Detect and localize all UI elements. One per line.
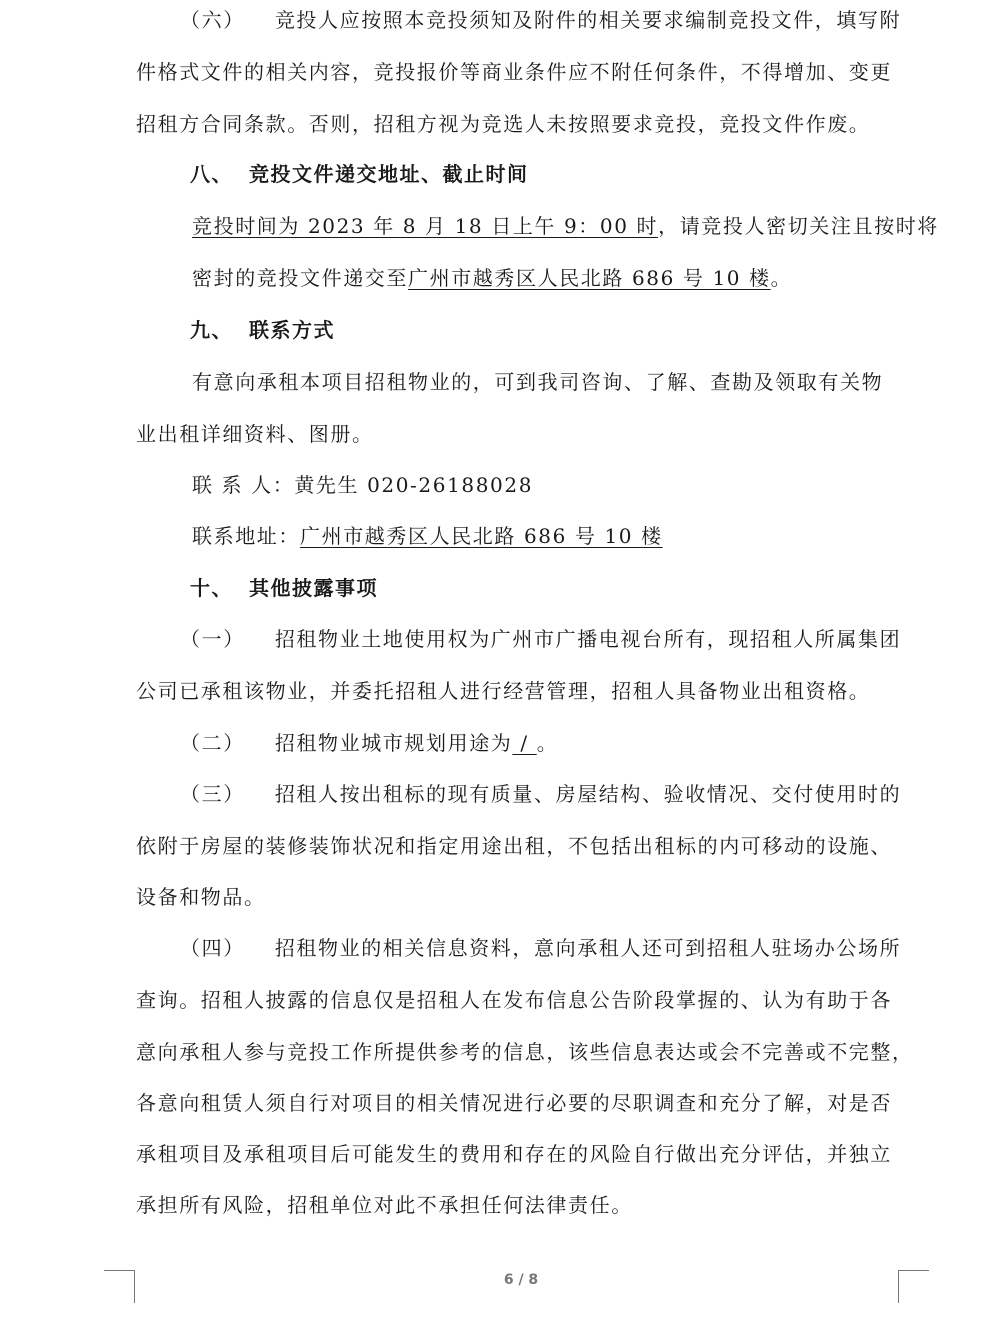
- s10-item2-line1: [180, 729, 558, 757]
- s9-line2: 业出租详细资料、图册。: [136, 422, 374, 446]
- section-9-title: 联系方式: [249, 318, 335, 342]
- s10-item1-line1: [180, 625, 901, 653]
- s10-item2-text: 招租物业城市规划用途为: [274, 731, 513, 755]
- s10-item4-number: （四）: [180, 936, 245, 960]
- s10-item4-text1: 招租物业的相关信息资料，意向承租人还可到招租人驻场办公场所: [274, 936, 902, 960]
- s7-item6-line1: [180, 6, 901, 34]
- submission-address: 广州市越秀区人民北路 686 号 10 楼: [408, 266, 771, 290]
- section-10-title: 其他披露事项: [249, 576, 378, 600]
- s7-item6-number: （六）: [180, 8, 245, 32]
- planned-use-value: /: [512, 731, 537, 755]
- s7-item6-line3: 招租方合同条款。否则，招租方视为竞选人未按照要求竞投，竞投文件作废。: [136, 112, 871, 136]
- section-10-number: 十、: [190, 576, 233, 600]
- s10-item4-line3: 意向承租人参与竞投工作所提供参考的信息，该些信息表达或会不完善或不完整，: [136, 1040, 914, 1064]
- s10-item1-number: （一）: [180, 627, 245, 651]
- s8-line1-rest: ，请竞投人密切关注且按时将: [658, 214, 939, 238]
- s10-item3-line3: 设备和物品。: [136, 885, 266, 909]
- contact-address-value: 广州市越秀区人民北路 686 号 10 楼: [300, 524, 663, 548]
- s10-item1-line2: 公司已承租该物业，并委托招租人进行经营管理，招租人具备物业出租资格。: [136, 679, 871, 703]
- s8-line2-pre: 密封的竞投文件递交至: [192, 266, 408, 290]
- s10-item3-number: （三）: [180, 782, 245, 806]
- s8-line1: [192, 212, 939, 240]
- contact-person-value: 黄先生 020-26188028: [294, 473, 534, 497]
- section-8-title: 竞投文件递交地址、截止时间: [249, 162, 529, 186]
- page-number: 6 / 8: [503, 1272, 539, 1288]
- section-9-heading: [190, 316, 335, 344]
- section-10-heading: [190, 574, 378, 602]
- s10-item4-line5: 承租项目及承租项目后可能发生的费用和存在的风险自行做出充分评估，并独立: [136, 1142, 892, 1166]
- s9-line1: 有意向承租本项目招租物业的，可到我司咨询、了解、查勘及领取有关物: [192, 370, 884, 394]
- s10-item3-text1: 招租人按出租标的现有质量、房屋结构、验收情况、交付使用时的: [274, 782, 902, 806]
- s10-item3-line1: [180, 780, 901, 808]
- section-9-number: 九、: [190, 318, 233, 342]
- contact-person-line: [192, 471, 533, 499]
- s7-item6-line2: 件格式文件的相关内容，竞投报价等商业条件应不附任何条件，不得增加、变更: [136, 60, 892, 84]
- s7-item6-text1: 竞投人应按照本竞投须知及附件的相关要求编制竞投文件，填写附: [274, 8, 902, 32]
- s10-item4-line4: 各意向租赁人须自行对项目的相关情况进行必要的尽职调查和充分了解，对是否: [136, 1091, 892, 1115]
- section-8-number: 八、: [190, 162, 233, 186]
- s8-line2: [192, 264, 792, 292]
- s10-item4-line6: 承担所有风险，招租单位对此不承担任何法律责任。: [136, 1193, 633, 1217]
- s8-line2-end: 。: [770, 266, 793, 290]
- s10-item4-line2: 查询。招租人披露的信息仅是招租人在发布信息公告阶段掌握的、认为有助于各: [136, 988, 892, 1012]
- s10-item2-number: （二）: [180, 731, 245, 755]
- contact-address-line: [192, 522, 663, 550]
- s10-item3-line2: 依附于房屋的装修装饰状况和指定用途出租，不包括出租标的内可移动的设施、: [136, 834, 892, 858]
- contact-address-label: 联系地址：: [192, 524, 300, 548]
- section-8-heading: [190, 160, 529, 188]
- submission-time: 竞投时间为 2023 年 8 月 18 日上午 9：00 时: [192, 214, 659, 238]
- s10-item4-line1: [180, 934, 901, 962]
- contact-person-label: 联 系 人：: [192, 473, 295, 497]
- s10-item2-end: 。: [536, 731, 559, 755]
- s10-item1-text1: 招租物业土地使用权为广州市广播电视台所有，现招租人所属集团: [274, 627, 902, 651]
